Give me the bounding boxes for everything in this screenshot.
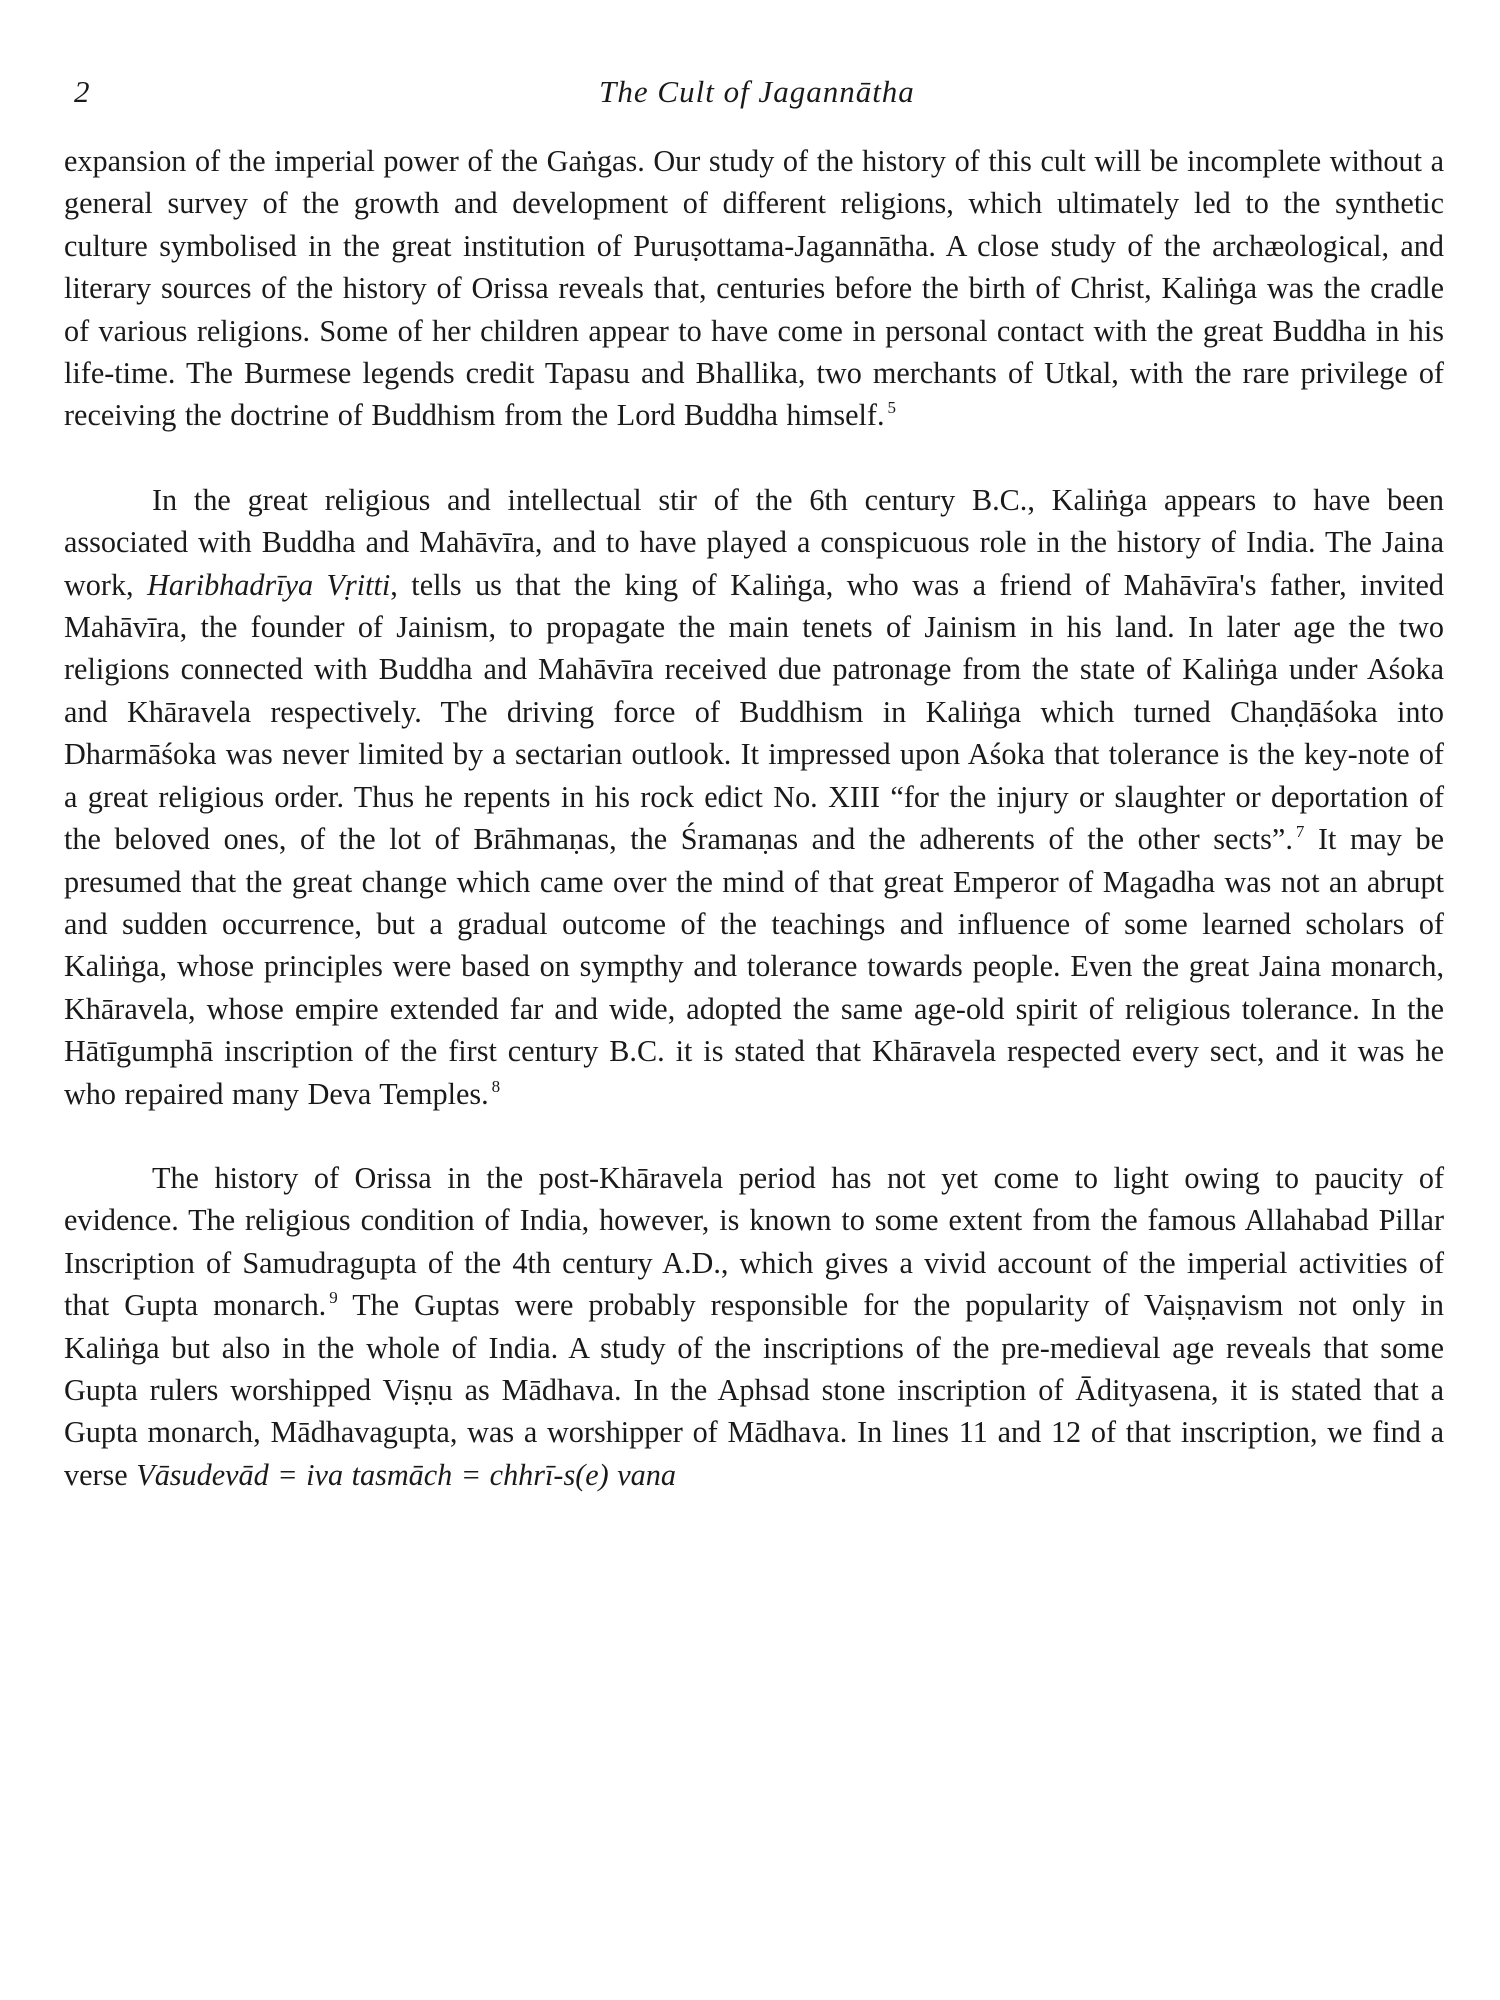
footnote-marker: 7: [1295, 822, 1305, 842]
running-title: The Cult of Jagannātha: [599, 74, 915, 109]
work-title: Haribhadrīya Vṛitti: [147, 567, 391, 602]
paragraph-3: [64, 1157, 1444, 1496]
paragraph-2: [64, 479, 1444, 1115]
page-number: 2: [74, 74, 90, 109]
paragraph-1: [64, 140, 1444, 437]
footnote-marker: 9: [329, 1288, 338, 1308]
paragraph-2-text-c: It may be presumed that the great change which came over the mind of that great Emperor of Magadha was not an abrupt and sudden occurrence, but a gradual outcome of the teachings and influence of some learned scholars of Kaliṅga, whose principles were based on sympthy and tolerance towards people. Even the great Jaina monarch, Khāravela, whose empire extended far and wide, adopted the same age-old spirit of religious tolerance. In the Hātīgumphā inscription of the first century B.C. it is stated that Khāravela respected every sect, and it was he who repaired many Deva Temples.: [64, 822, 1444, 1111]
footnote-marker: 8: [491, 1076, 501, 1096]
running-head: [72, 70, 1442, 114]
sanskrit-verse: Vāsudevād = iva tasmāch = chhrī-s(e) vana: [136, 1457, 676, 1492]
footnote-marker: 5: [887, 398, 897, 418]
paragraph-2-text-b: , tells us that the king of Kaliṅga, who was a friend of Mahāvīra's father, invited Mahāvīra, the founder of Jainism, to propagate the main tenets of Jainism in his land. In later age the two religions connected with Buddha and Mahāvīra received due patronage from the state of Kaliṅga under Aśoka and Khāravela respectively. The driving force of Buddhism in Kaliṅga which turned Chaṇḍāśoka into Dharmāśoka was never limited by a sectarian outlook. It impressed upon Aśoka that tolerance is the key-note of a great religious order. Thus he repents in his rock edict No. XIII “for the injury or slaughter or deportation of the beloved ones, of the lot of Brāhmaṇas, the Śramaṇas and the adherents of the other sects”.: [64, 567, 1444, 857]
paragraph-1-text: expansion of the imperial power of the Gaṅgas. Our study of the history of this cult will be incomplete without a general survey of the growth and development of different religions, which ultimately led to the synthetic culture symbolised in the great institution of Puruṣottama-Jagannātha. A close study of the archæological, and literary sources of the history of Orissa reveals that, centuries before the birth of Christ, Kaliṅga was the cradle of various religions. Some of her children appear to have come in personal contact with the great Buddha in his life-time. The Burmese legends credit Tapasu and Bhallika, two merchants of Utkal, with the rare privilege of receiving the doctrine of Buddhism from the Lord Buddha himself.: [64, 144, 1444, 433]
body-text: [64, 140, 1444, 1496]
paragraph-3-text-b: The Guptas were probably responsible for the popularity of Vaiṣṇavism not only in Kaliṅga but also in the whole of India. A study of the inscriptions of the pre-medieval age reveals that some Gupta rulers worshipped Viṣṇu as Mādhava. In the Aphsad stone inscription of Ādityasena, it is stated that a Gupta monarch, Mādhavagupta, was a worshipper of Mādhava. In lines 11 and 12 of that inscription, we find a verse: [64, 1288, 1444, 1492]
paragraph-3-text-a: The history of Orissa in the post-Khāravela period has not yet come to light owing to paucity of evidence. The religious condition of India, however, is known to some extent from the famous Allahabad Pillar Inscription of Samudragupta of the 4th century A.D., which gives a vivid account of the imperial activities of that Gupta monarch.: [64, 1160, 1444, 1323]
paragraph-2-text-a: In the great religious and intellectual stir of the 6th century B.C., Kaliṅga appears to have been associated with Buddha and Mahāvīra, and to have played a conspicuous role in the history of India. The Jaina work,: [64, 482, 1444, 602]
